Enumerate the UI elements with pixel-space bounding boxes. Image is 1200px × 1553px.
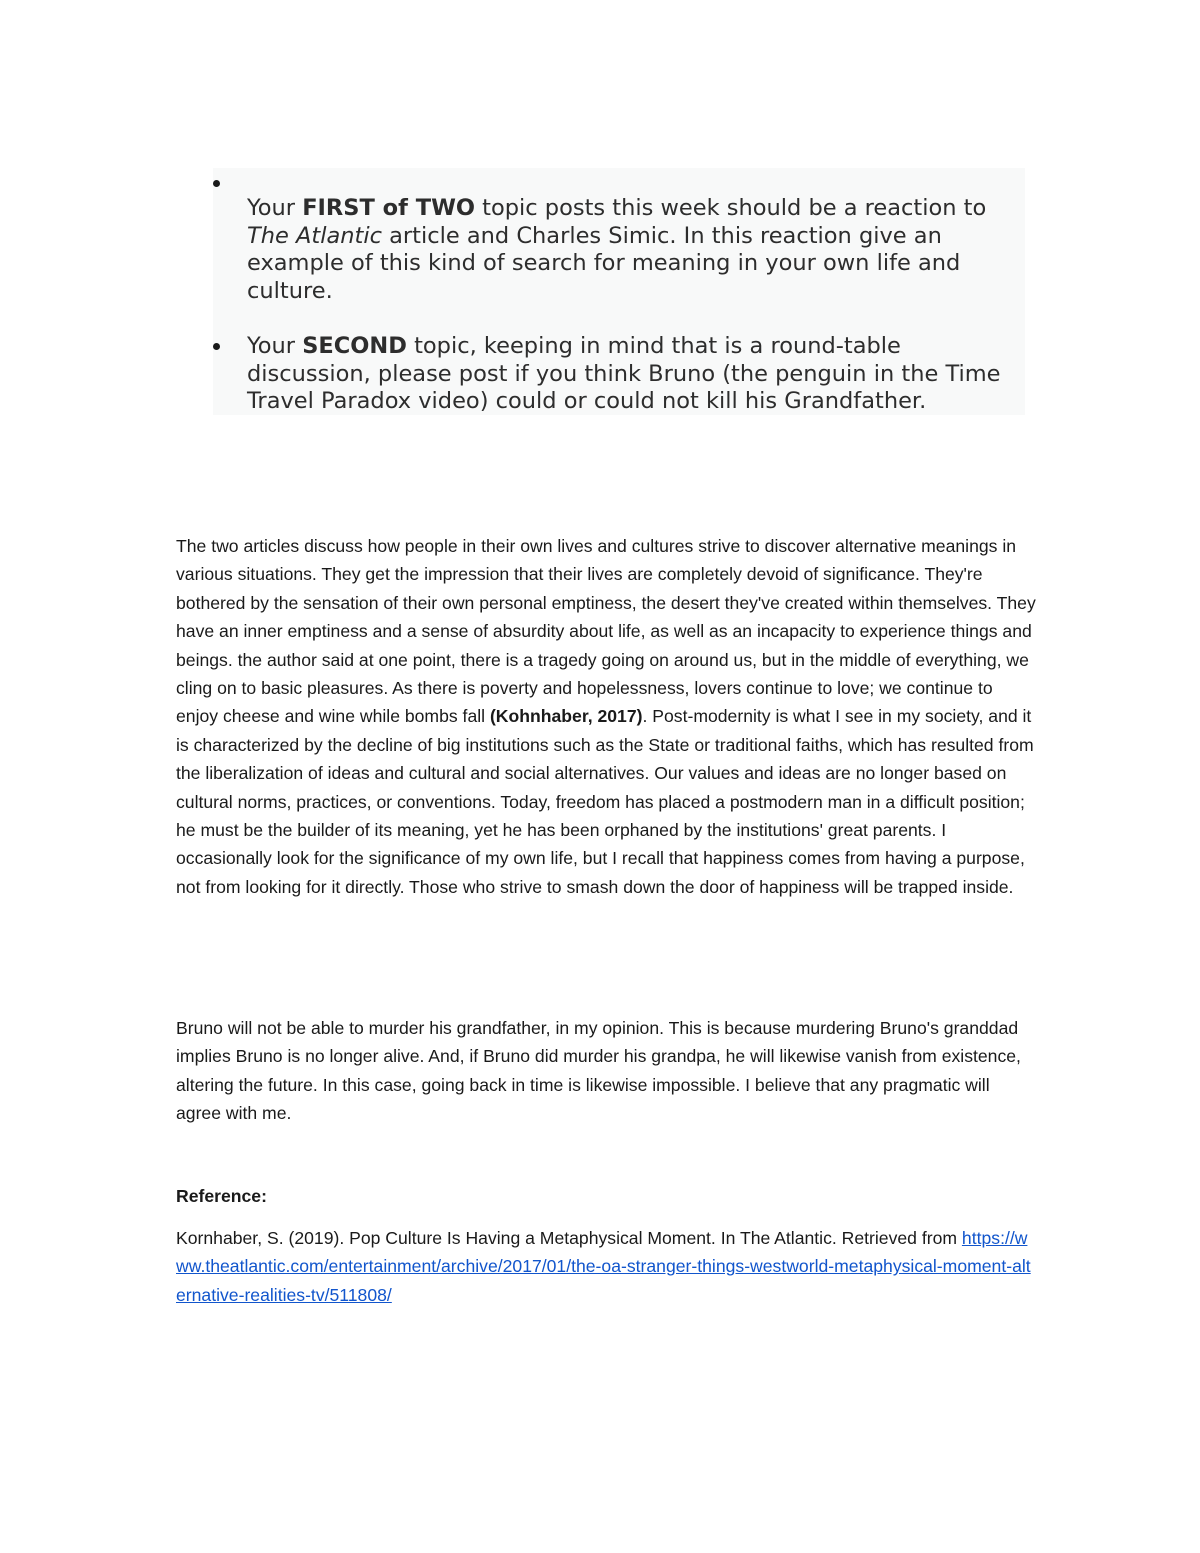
prompt-item-1-mid: topic posts this week should be a reaction to — [475, 195, 987, 221]
prompt-item-1-bold: FIRST of TWO — [302, 195, 476, 221]
prompt-item-2-bold: SECOND — [302, 333, 407, 359]
reference-entry — [176, 1224, 1036, 1309]
document-body — [176, 532, 1036, 1309]
prompt-item-2-prefix: Your — [247, 333, 303, 359]
para-1-text-before: The two articles discuss how people in their own lives and cultures strive to discover alternative meanings in various situations. They get the impression that their lives are completely devoid of significance. They're bothered by the sensation of their own personal emptiness, the desert they've created within themselves. They have an inner emptiness and a sense of absurdity about life, as well as an incapacity to experience things and beings. the author said at one point, there is a tragedy going on around us, but in the middle of everything, we cling on to basic pleasures. As there is poverty and hopelessness, lovers continue to love; we continue to enjoy cheese and wine while bombs fall — [176, 536, 1036, 727]
prompt-item-first-post — [213, 168, 1023, 305]
assignment-prompt-list — [213, 168, 1023, 416]
prompt-item-1-italic: The Atlantic — [247, 222, 382, 249]
response-paragraph-1 — [176, 532, 1036, 958]
para-1-text-after: . Post-modernity is what I see in my society, and it is characterized by the decline of big institutions such as the State or traditional faiths, which has resulted from the liberalization of ideas and cultural and social alternatives. Our values and ideas are no longer based on cultural norms, practices, or conventions. Today, freedom has placed a postmodern man in a difficult position; he must be the builder of its meaning, yet he has been orphaned by the institutions' great parents. I occasionally look for the significance of my own life, but I recall that happiness comes from having a purpose, not from looking for it directly. Those who strive to smash down the door of happiness will be trapped inside. — [176, 706, 1034, 897]
para-1-citation: (Kohnhaber, 2017) — [489, 706, 643, 727]
reference-heading: Reference: — [176, 1185, 267, 1206]
prompt-item-second-post — [213, 333, 1023, 416]
response-paragraph-2: Bruno will not be able to murder his grandfather, in my opinion. This is because murdering Bruno's granddad implies Bruno is no longer alive. And, if Bruno did murder his grandpa, he will likewise vanish from existence, altering the future. In this case, going back in time is likewise impossible. I believe that any pragmatic will agree with me. — [176, 1018, 1021, 1124]
prompt-item-1-prefix: Your — [247, 195, 303, 221]
bullet-icon — [213, 343, 220, 350]
prompt-item-2-suffix: topic, keeping in mind that is a round-table discussion, please post if you think Bruno (the penguin in the Time Travel Paradox video) could or could not kill his Grandfather. — [247, 333, 1001, 414]
reference-entry-text: Kornhaber, S. (2019). Pop Culture Is Having a Metaphysical Moment. In The Atlantic. Retrieved from — [176, 1228, 962, 1249]
reference-link[interactable]: https://www.theatlantic.com/entertainment/archive/2017/01/the-oa-stranger-things-westworld-metaphysical-moment-alternative-realities-tv/511808/ — [176, 1228, 1031, 1305]
prompt-item-1-suffix: article and Charles Simic. In this reaction give an example of this kind of search for meaning in your own life and culture. — [247, 222, 961, 304]
bullet-icon — [213, 180, 220, 187]
